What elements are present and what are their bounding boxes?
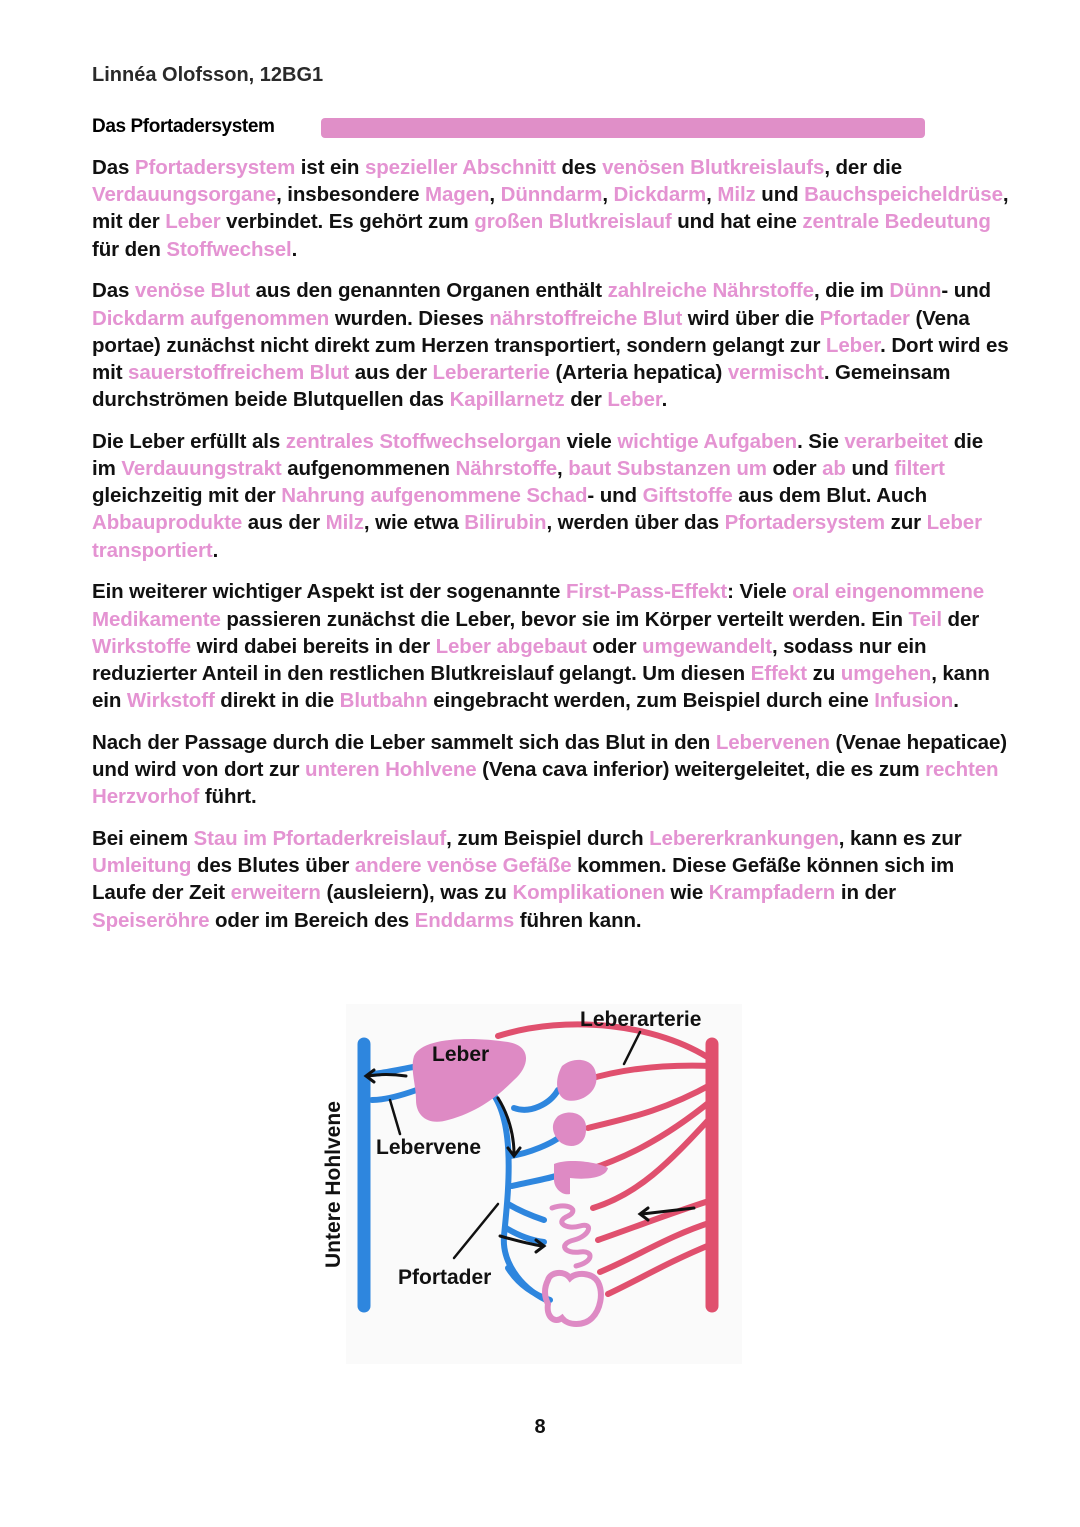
text-run: Das bbox=[92, 156, 135, 179]
highlighted-term: Milz bbox=[717, 183, 756, 207]
text-run: , bbox=[602, 183, 614, 207]
label-lebervene: Lebervene bbox=[376, 1136, 482, 1159]
text-run: , werden über das bbox=[546, 511, 725, 535]
highlighted-term: baut Substanzen um bbox=[568, 457, 767, 481]
highlighted-term: Stoffwechsel bbox=[166, 237, 292, 261]
label-untere-hohlvene: Untere Hohlvene bbox=[322, 1101, 345, 1268]
diagram-background bbox=[346, 1004, 742, 1364]
text-run: aus dem Blut. Auch bbox=[732, 484, 928, 508]
text-run: gleichzeitig mit der bbox=[92, 484, 282, 508]
text-run: (Venae hepaticae) und wird von dort zur bbox=[92, 730, 1007, 782]
highlighted-term: Lebervenen bbox=[715, 730, 830, 754]
text-run: , bbox=[706, 183, 718, 207]
highlighted-term: Stau im Pfortaderkreislauf bbox=[193, 826, 447, 850]
highlighted-term: Nahrung aufgenommene Schad bbox=[281, 484, 588, 508]
highlighted-term: zahlreiche Nährstoffe bbox=[607, 279, 814, 303]
diagram-graphic bbox=[318, 1004, 742, 1364]
text-run: , der die bbox=[824, 156, 903, 179]
text-run: - und bbox=[587, 484, 643, 508]
highlighted-term: umgewandelt bbox=[642, 634, 772, 658]
text-run: eingebracht werden, zum Beispiel durch eine bbox=[427, 689, 875, 713]
text-run: . bbox=[953, 689, 959, 713]
text-run: zur bbox=[884, 511, 927, 535]
text-run: oder bbox=[766, 457, 823, 481]
highlighted-term: Milz bbox=[325, 511, 364, 535]
page-number: 8 bbox=[534, 1416, 546, 1438]
highlighted-term: Lebererkrankungen bbox=[649, 826, 839, 850]
label-leberarterie: Leberarterie bbox=[580, 1008, 702, 1031]
highlighted-term: Leber bbox=[825, 333, 881, 357]
highlighted-term: umgehen bbox=[840, 661, 932, 685]
text-run: wird über die bbox=[682, 306, 820, 330]
highlighted-term: First-Pass-Effekt bbox=[565, 580, 728, 604]
text-run: direkt in die bbox=[214, 689, 340, 713]
text-run: aufgenommenen bbox=[281, 457, 456, 481]
text-run: . Dort wird es mit bbox=[92, 333, 1009, 384]
text-run: . bbox=[212, 538, 219, 562]
text-run: (Vena portae) zunächst nicht direkt zum Herzen transportiert, sondern gelangt zur bbox=[92, 306, 970, 357]
highlighted-term: Leber bbox=[165, 210, 221, 234]
section-heading-row bbox=[92, 116, 926, 140]
highlighted-term: großen Blutkreislauf bbox=[474, 210, 672, 234]
highlighted-term: Teil bbox=[908, 607, 942, 631]
highlighted-term: zentrale Bedeutung bbox=[802, 210, 991, 234]
highlighted-term: venöse Blut bbox=[134, 279, 250, 303]
highlighted-term: Dickdarm bbox=[613, 183, 707, 207]
highlighted-term: wichtige Aufgaben bbox=[617, 429, 798, 453]
highlighted-term: Leber abgebaut bbox=[435, 634, 587, 658]
text-run: , insbesondere bbox=[276, 183, 425, 207]
highlighted-term: Wirkstoffe bbox=[92, 634, 192, 658]
text-run: der bbox=[941, 607, 980, 631]
text-run: , kann ein bbox=[92, 661, 990, 713]
text-run: die im bbox=[92, 429, 984, 481]
text-run: , die im bbox=[813, 279, 890, 303]
text-run: wird dabei bereits in der bbox=[191, 634, 436, 658]
text-run: Nach der Passage durch die Leber sammelt sich das Blut in den bbox=[92, 730, 716, 754]
text-run: , sodass nur ein reduzierter Anteil in den restlichen Blutkreislauf gelangt. Um diesen bbox=[92, 634, 927, 685]
highlighted-term: nährstoffreiche Blut bbox=[489, 306, 683, 330]
paragraph-1 bbox=[92, 154, 1012, 263]
text-run: der bbox=[564, 388, 608, 412]
text-run: , bbox=[489, 183, 501, 207]
text-run: wurden. Dieses bbox=[329, 306, 490, 330]
text-run: : Viele bbox=[727, 580, 793, 604]
text-run: , zum Beispiel durch bbox=[446, 826, 650, 850]
highlighted-term: erweitern bbox=[230, 881, 321, 905]
text-run: passieren zunächst die Leber, bevor sie im Körper verteilt werden. Ein bbox=[220, 607, 909, 631]
highlighted-term: andere venöse Gefäße bbox=[354, 854, 572, 878]
text-run: und bbox=[845, 457, 895, 481]
highlighted-term: Abbauprodukte bbox=[92, 511, 243, 535]
label-pfortader: Pfortader bbox=[398, 1266, 492, 1289]
text-run: . bbox=[661, 388, 668, 412]
text-run: des bbox=[555, 156, 603, 179]
heading-highlight-bar bbox=[321, 118, 925, 138]
text-run: (Arteria hepatica) bbox=[549, 360, 728, 384]
highlighted-term: Verdauungsorgane bbox=[92, 183, 277, 207]
text-run: und hat eine bbox=[671, 210, 803, 234]
text-run: wie bbox=[664, 881, 709, 905]
highlighted-term: Leberarterie bbox=[432, 360, 550, 384]
highlighted-term: Infusion bbox=[874, 689, 954, 713]
highlighted-term: Nährstoffe bbox=[455, 457, 558, 481]
text-run: (Vena cava inferior) weitergeleitet, die es zum bbox=[476, 758, 926, 782]
highlighted-term: Krampfadern bbox=[708, 881, 836, 905]
highlighted-term: Bilirubin bbox=[464, 511, 547, 535]
text-run: oder im Bereich des bbox=[209, 908, 415, 932]
text-run: viele bbox=[561, 429, 618, 453]
highlighted-term: Enddarms bbox=[414, 908, 515, 932]
paragraph-5 bbox=[92, 729, 1012, 811]
text-run: kommen. Diese Gefäße können sich im Laufe der Zeit bbox=[92, 854, 955, 905]
highlighted-term: vermischt bbox=[727, 360, 824, 384]
paragraph-4 bbox=[92, 578, 1012, 714]
highlighted-term: venösen Blutkreislaufs bbox=[602, 156, 825, 179]
highlighted-term: Dünndarm bbox=[500, 183, 603, 207]
text-run: verbindet. Es gehört zum bbox=[220, 210, 475, 234]
highlighted-term: sauerstoffreichem Blut bbox=[128, 360, 350, 384]
highlighted-term: rechten Herzvorhof bbox=[92, 758, 999, 809]
highlighted-term: Dickdarm aufgenommen bbox=[92, 306, 330, 330]
highlighted-term: Pfortadersystem bbox=[724, 511, 885, 535]
text-run: - und bbox=[941, 279, 991, 303]
text-run: aus der bbox=[242, 511, 326, 535]
text-run: führt. bbox=[199, 785, 257, 809]
paragraph-6 bbox=[92, 825, 1012, 934]
highlighted-term: Magen bbox=[424, 183, 490, 207]
highlighted-term: Pfortader bbox=[819, 306, 910, 330]
text-run: aus der bbox=[349, 360, 433, 384]
highlighted-term: Leber bbox=[607, 388, 662, 412]
highlighted-term: Giftstoffe bbox=[642, 484, 733, 508]
text-run: Bei einem bbox=[92, 826, 194, 850]
text-run: Ein weiterer wichtiger Aspekt ist der sogenannte bbox=[92, 580, 566, 604]
highlighted-term: Blutbahn bbox=[339, 689, 428, 713]
highlighted-term: Umleitung bbox=[92, 854, 192, 878]
highlighted-term: Verdauungstrakt bbox=[121, 457, 282, 481]
highlighted-term: verarbeitet bbox=[844, 429, 949, 453]
paragraph-3 bbox=[92, 428, 1012, 564]
highlighted-term: Komplikationen bbox=[512, 881, 665, 905]
highlighted-term: oral eingenommene Medikamente bbox=[92, 580, 985, 631]
text-run: des Blutes über bbox=[191, 854, 355, 878]
text-run: (ausleiern), was zu bbox=[320, 881, 513, 905]
text-run: . bbox=[291, 237, 298, 261]
highlighted-term: Dünn bbox=[889, 279, 942, 303]
highlighted-term: Effekt bbox=[750, 661, 807, 685]
text-run: , wie etwa bbox=[363, 511, 465, 535]
text-run: führen kann. bbox=[514, 908, 642, 932]
text-run: . Gemeinsam durchströmen beide Blutquellen das bbox=[92, 360, 951, 412]
text-run: , mit der bbox=[92, 183, 1009, 234]
text-run: oder bbox=[586, 634, 643, 658]
text-run: ist ein bbox=[295, 156, 365, 179]
text-run: in der bbox=[835, 881, 897, 905]
highlighted-term: ab bbox=[822, 457, 846, 481]
text-run: und bbox=[755, 183, 805, 207]
author-line: Linnéa Olofsson, 12BG1 bbox=[92, 64, 324, 86]
text-run: Die Leber erfüllt als bbox=[92, 429, 286, 453]
highlighted-term: Leber transportiert bbox=[92, 511, 982, 562]
section-title: Das Pfortadersystem bbox=[92, 116, 275, 137]
highlighted-term: Bauchspeicheldrüse bbox=[804, 183, 1003, 207]
highlighted-term: Pfortadersystem bbox=[134, 156, 296, 179]
text-run: Das bbox=[92, 279, 135, 303]
highlighted-term: spezieller Abschnitt bbox=[364, 156, 556, 179]
highlighted-term: filtert bbox=[894, 457, 945, 481]
highlighted-term: Wirkstoff bbox=[126, 689, 215, 713]
text-run: , bbox=[557, 457, 569, 481]
highlighted-term: Kapillarnetz bbox=[449, 388, 565, 412]
text-run: zu bbox=[807, 661, 841, 685]
paragraph-2 bbox=[92, 277, 1012, 413]
text-run: . Sie bbox=[797, 429, 845, 453]
highlighted-term: zentrales Stoffwechselorgan bbox=[285, 429, 562, 453]
highlighted-term: unteren Hohlvene bbox=[305, 758, 477, 782]
highlighted-term: Speiseröhre bbox=[92, 908, 210, 932]
label-leber: Leber bbox=[432, 1043, 490, 1066]
text-run: für den bbox=[92, 237, 167, 261]
portal-system-diagram bbox=[318, 1004, 742, 1364]
text-run: aus den genannten Organen enthält bbox=[250, 279, 608, 303]
body-text bbox=[92, 154, 1012, 948]
text-run: , kann es zur bbox=[838, 826, 962, 850]
